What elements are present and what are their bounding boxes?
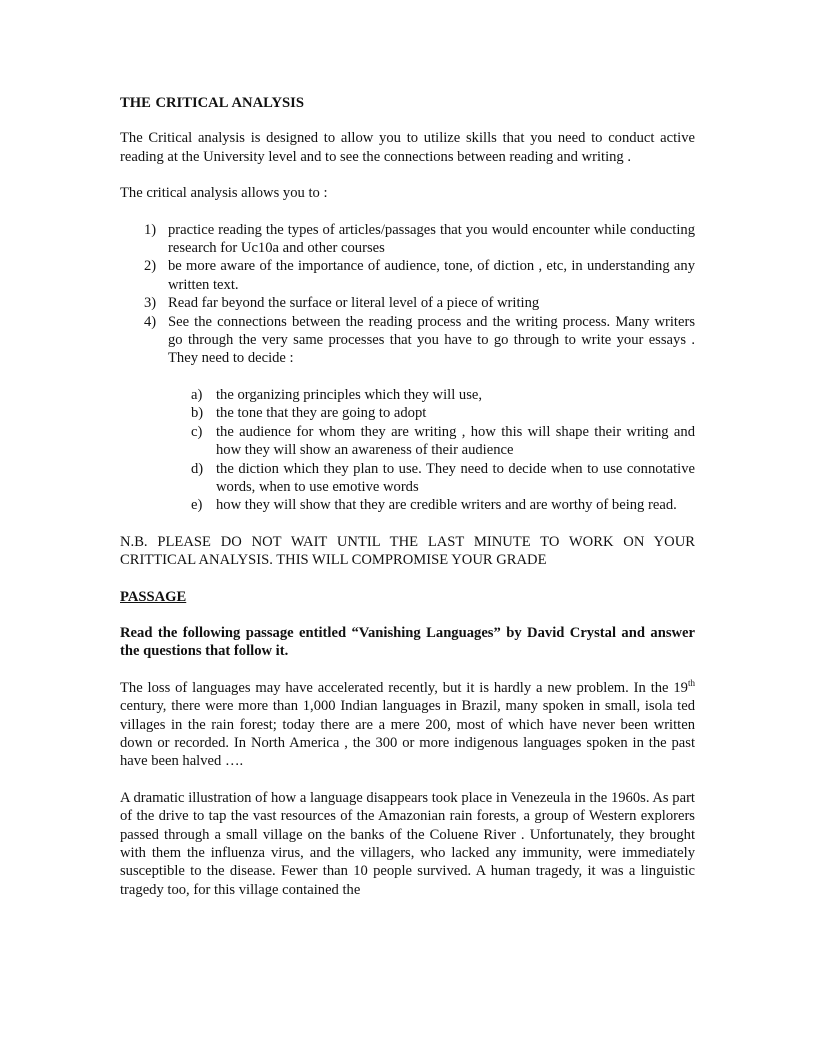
list-marker: a) (191, 386, 203, 403)
numbered-list (120, 221, 695, 515)
list-marker: b) (191, 405, 204, 422)
list-marker: c) (191, 423, 203, 440)
lettered-item (168, 404, 695, 422)
list-item-text: be more aware of the importance of audience, tone, of diction , etc, in understanding any written text. (168, 258, 695, 293)
lettered-list (168, 386, 695, 515)
lettered-item (168, 386, 695, 404)
list-item-text: See the connections between the reading process and the writing process. Many writers go through the very same processes that you have to go through to write your essays . They need to decide : (168, 313, 695, 367)
passage-heading: PASSAGE (120, 588, 187, 605)
ordinal-suffix: th (687, 677, 695, 688)
list-item-text: practice reading the types of articles/passages that you would encounter while conducting research for Uc10a and other courses (168, 221, 695, 257)
passage-paragraph-2: A dramatic illustration of how a language disappears took place in Venezeula in the 1960s. As part of the drive to tap the vast resources of the Amazonian rain forests, a group of Western explorers passed through a small village on the banks of the Coluene River . Unfortunately, they brought with them the influenza virus, and the villagers, who lacked any immunity, were immediately susceptible to the disease. Fewer than 10 people survived. A human tragedy, it was a linguistic tragedy too, for this village contained the (120, 789, 695, 898)
allows-line: The critical analysis allows you to : (120, 185, 328, 202)
numbered-item (120, 294, 695, 312)
list-item-text: the organizing principles which they will use, (216, 386, 483, 403)
intro-paragraph: The Critical analysis is designed to allow you to utilize skills that you need to conduct active reading at the University level and to see the connections between reading and writing . (120, 130, 695, 165)
list-marker: 1) (144, 221, 157, 238)
lettered-item (168, 496, 695, 514)
list-item-text: the diction which they plan to use. They need to decide when to use connotative words, when to use emotive words (216, 460, 695, 495)
passage-paragraph-1 (120, 679, 695, 771)
page-title: THE CRITICAL ANALYSIS (120, 95, 304, 111)
list-item-text: how they will show that they are credible writers and are worthy of being read. (216, 497, 677, 514)
passage-text: century, there were more than 1,000 Indian languages in Brazil, many spoken in small, isola ted villages in the rain forest; today there are a mere 200, most of which have never been written down or recorded. In North America , the 300 or more indigenous languages spoken in the past have been halved …. (120, 698, 695, 770)
passage-text: The loss of languages may have accelerated recently, but it is hardly a new problem. In the 19 (120, 679, 688, 696)
list-item-text: the audience for whom they are writing , how this will shape their writing and how they will show an awareness of their audience (216, 423, 695, 459)
numbered-item (120, 257, 695, 294)
lettered-item (168, 423, 695, 460)
document-page (120, 92, 695, 899)
list-marker: 4) (144, 313, 157, 330)
numbered-item (120, 221, 695, 258)
lettered-item (168, 460, 695, 497)
list-marker: d) (191, 460, 204, 477)
passage-instruction: Read the following passage entitled “Vanishing Languages” by David Crystal and answer the questions that follow it. (120, 624, 695, 660)
list-marker: e) (191, 497, 203, 514)
list-item-text: the tone that they are going to adopt (216, 405, 427, 422)
list-marker: 2) (144, 258, 157, 275)
list-item-text: Read far beyond the surface or literal level of a piece of writing (168, 295, 540, 312)
list-marker: 3) (144, 295, 157, 312)
numbered-item (120, 313, 695, 515)
nb-notice: N.B. PLEASE DO NOT WAIT UNTIL THE LAST MINUTE TO WORK ON YOUR CRITTICAL ANALYSIS. THIS WILL COMPROMISE YOUR GRADE (120, 533, 695, 569)
